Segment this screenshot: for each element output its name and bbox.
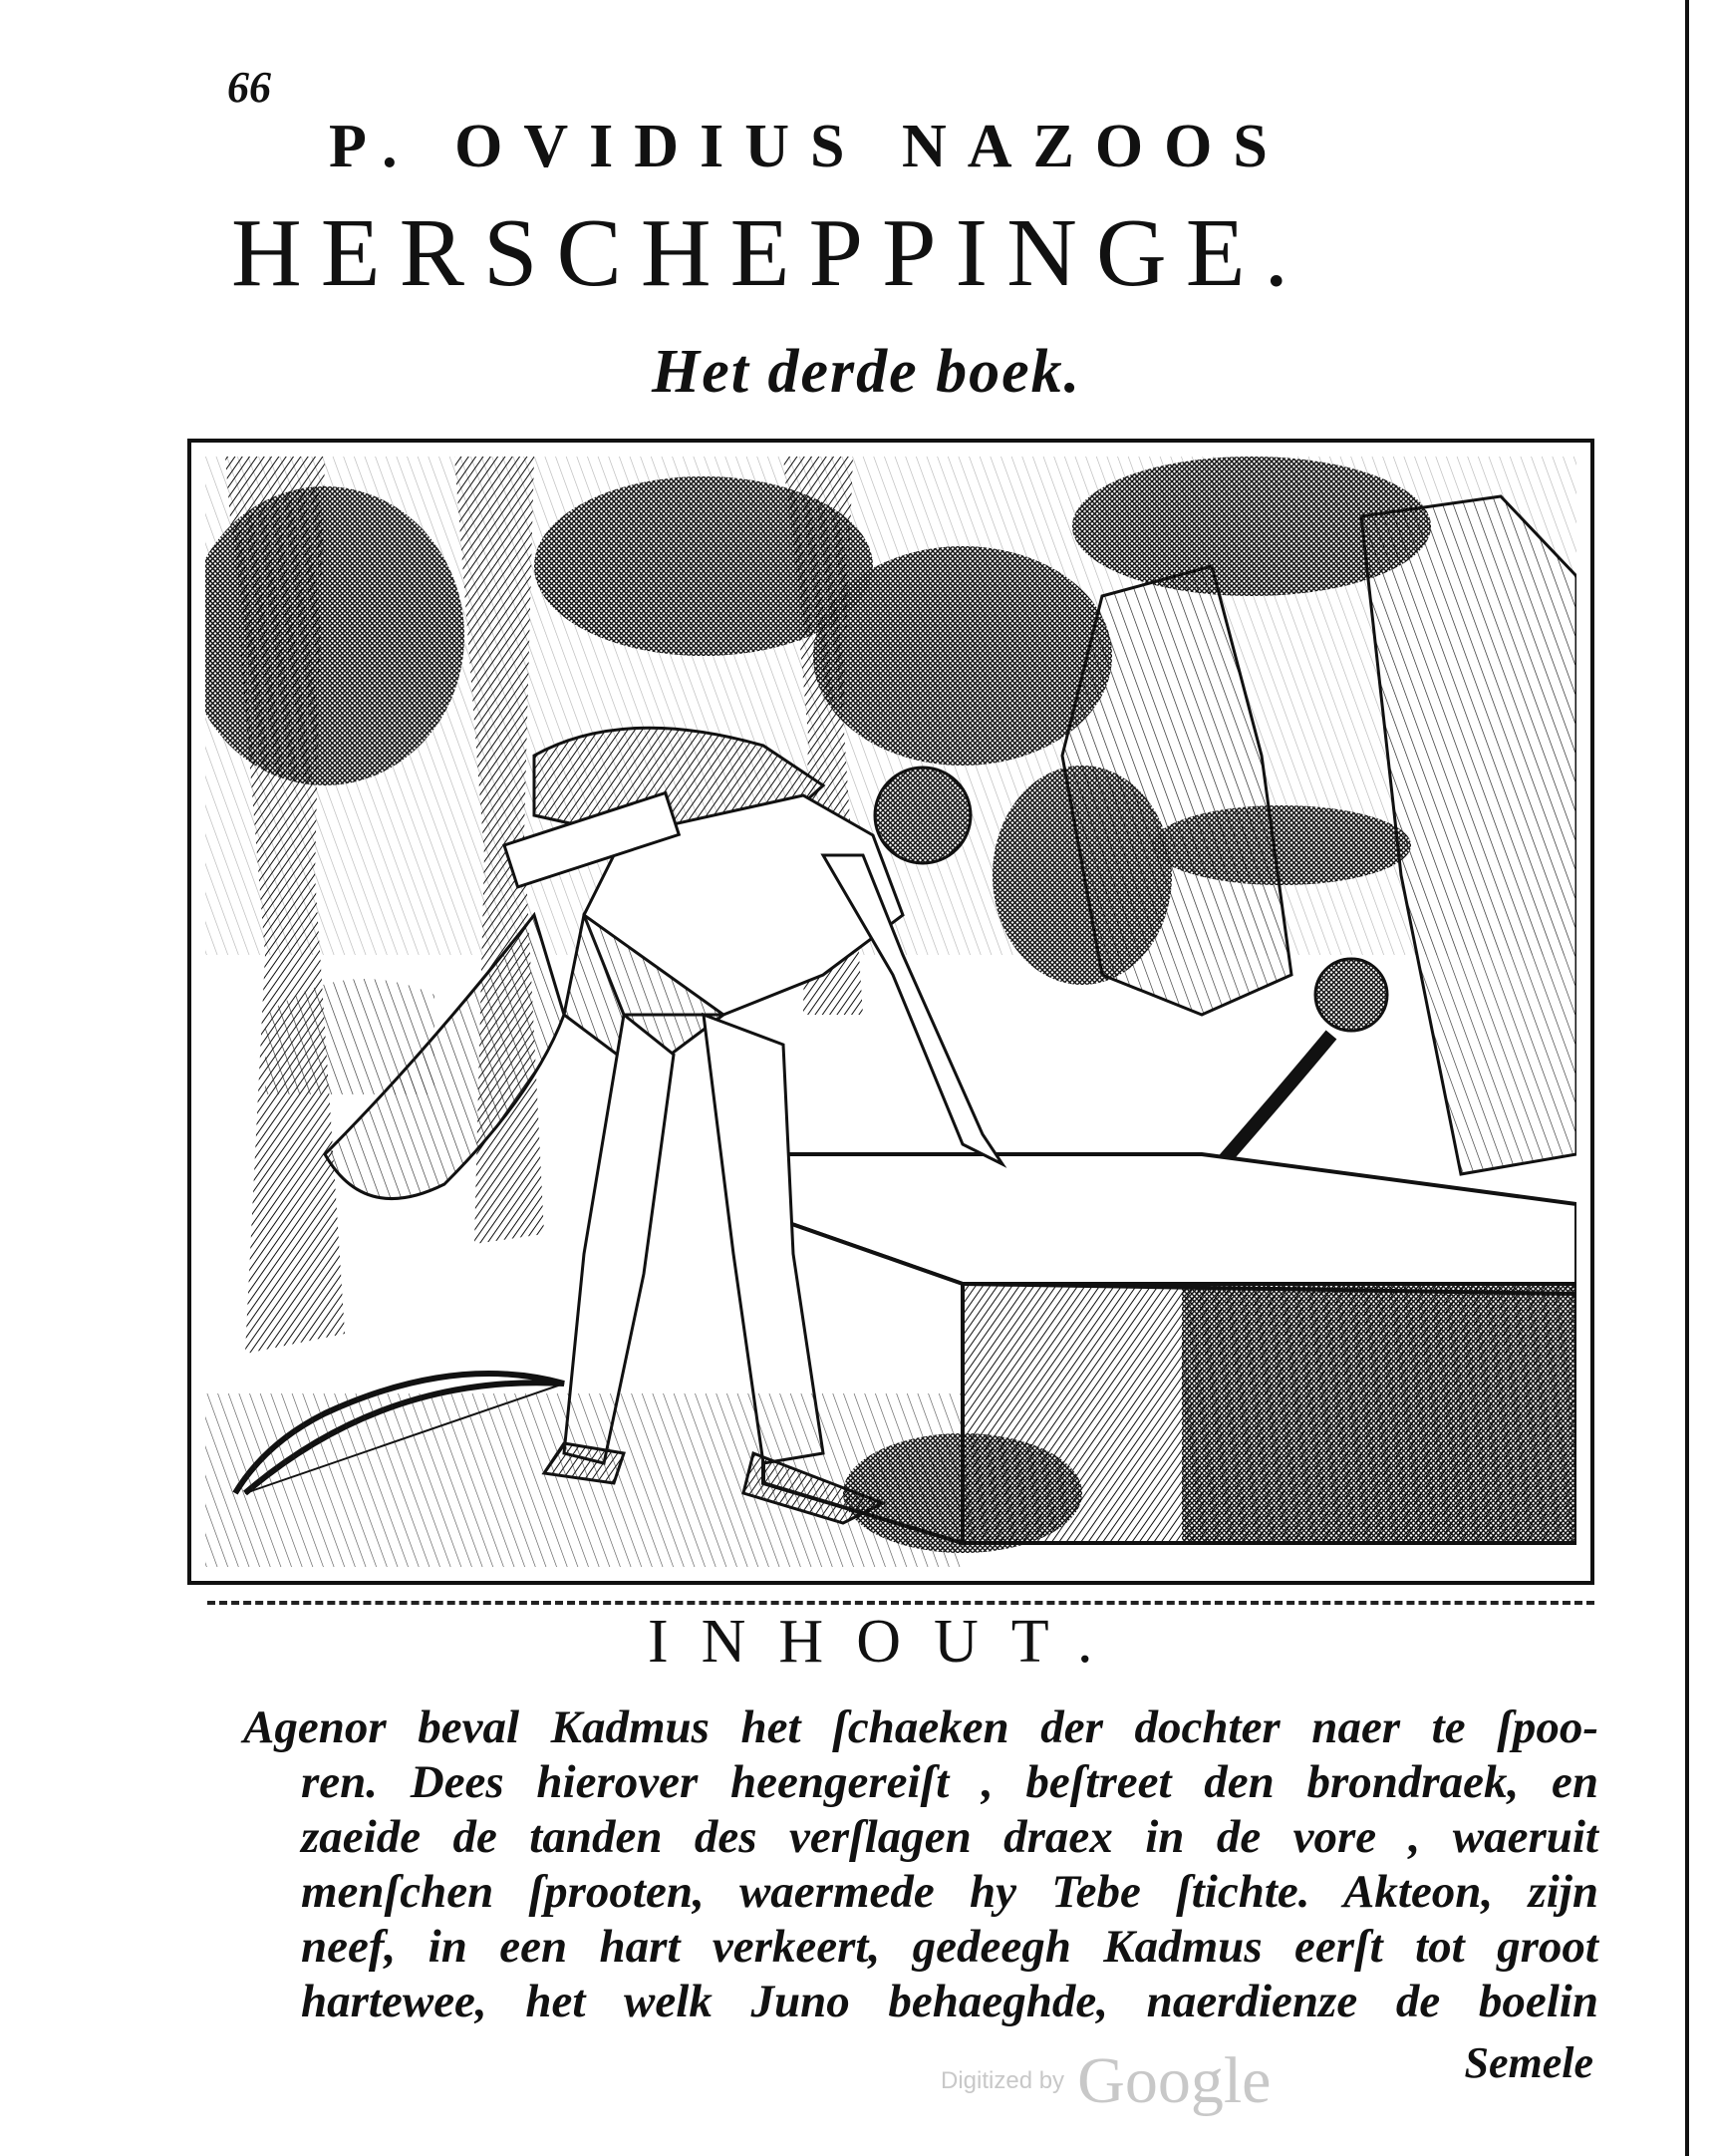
catchword: Semele [1464, 2038, 1593, 2087]
section-heading: INHOUT. [648, 1608, 1126, 1676]
engraving-illustration [187, 439, 1594, 1585]
watermark-brand: Google [1077, 2044, 1272, 2117]
section-rule [207, 1601, 1594, 1605]
engraving-drawing [205, 457, 1576, 1567]
summary-line: Agenor beval Kadmus het ſchaeken der dochter naer te ſpoo- [243, 1701, 1598, 1753]
author-heading: P. OVIDIUS NAZOOS [329, 113, 1288, 180]
book-title: Het derde boek. [652, 338, 1082, 406]
page-title: HERSCHEPPINGE. [231, 199, 1308, 307]
page-edge-line [1685, 0, 1689, 2156]
summary-line: ren. Dees hierover heengereiſt , beſtreet den brondraek, en [301, 1756, 1598, 1808]
summary-line: neef, in een hart verkeert, gedeegh Kadmus eerſt tot groot [301, 1921, 1598, 1973]
watermark-prefix: Digitized by [941, 2067, 1065, 2094]
summary-text [243, 1700, 1598, 2029]
summary-line: hartewee, het welk Juno behaeghde, naerdienze de boelin [301, 1976, 1598, 2027]
summary-line: menſchen ſprooten, waermede hy Tebe ſtichte. Akteon, zijn [301, 1866, 1598, 1918]
digitized-watermark [941, 2043, 1271, 2119]
page-number: 66 [227, 63, 271, 112]
summary-line: zaeide de tanden des verſlagen draex in de vore , waeruit [301, 1811, 1598, 1863]
